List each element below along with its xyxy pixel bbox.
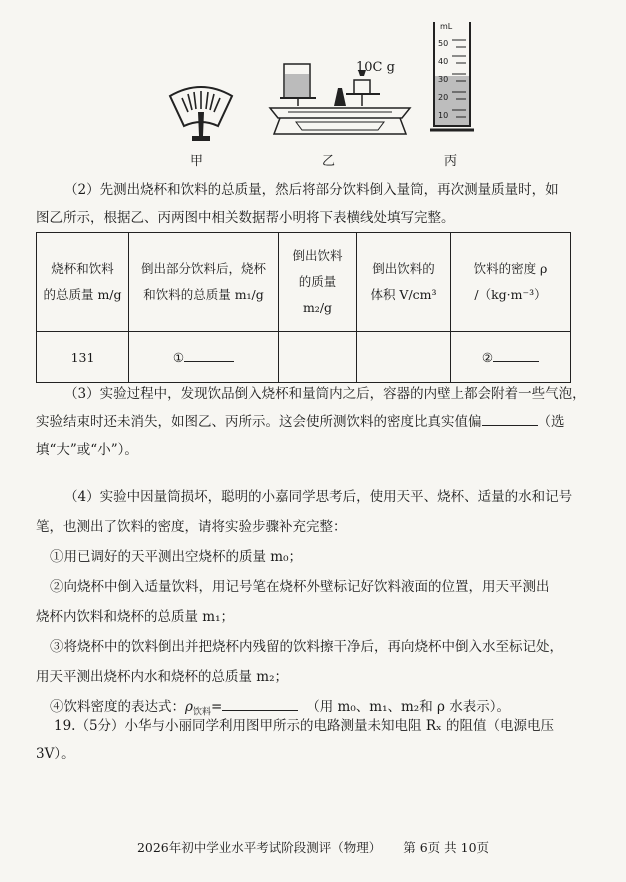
- table-header-cell: [279, 233, 357, 332]
- header-text: /（kg·m⁻³）: [474, 287, 547, 302]
- question-3-line: （3）实验过程中，发现饮品倒入烧杯和量筒内之后，容器的内壁上都会附着一些气泡，: [64, 386, 586, 402]
- step-4-text: （用 m₀、m₁、m₂和 ρ 水表示）。: [306, 699, 510, 715]
- question-3-line: 填“大”或“小”）。: [36, 442, 138, 458]
- table-header-cell: [129, 233, 279, 332]
- question-19-line: 19.（5分）小华与小丽同学利用图甲所示的电路测量未知电阻 Rₓ 的阻值（电源电压: [54, 718, 555, 734]
- question-2-line: （2）先测出烧杯和饮料的总质量，然后将部分饮料倒入量筒，再次测量质量时，如: [64, 182, 559, 198]
- question-3-line: [36, 408, 592, 436]
- step-4-text: ④饮料密度的表达式：: [50, 699, 185, 715]
- cylinder-tick-label: 10: [438, 111, 449, 120]
- cylinder-tick-label: 50: [438, 39, 449, 48]
- cylinder-tick-label: 20: [438, 93, 449, 102]
- question-2-text: [36, 176, 592, 232]
- header-text: 和饮料的总质量 m₁/g: [143, 287, 264, 302]
- measurement-table: [36, 232, 571, 383]
- question-4-line: （4）实验中因量筒损坏，聪明的小嘉同学思考后，使用天平、烧杯、适量的水和记号: [64, 489, 573, 505]
- table-cell-total-mass: [37, 332, 129, 383]
- cylinder-ticks: [438, 35, 454, 125]
- question-4-line: 笔，也测出了饮料的密度，请将实验步骤补充完整：: [36, 519, 347, 535]
- header-text: 倒出部分饮料后，烧杯: [140, 261, 266, 276]
- table-row: [37, 332, 571, 383]
- question-19-line: 3V）。: [36, 746, 75, 762]
- rho-symbol: ρ: [185, 699, 193, 715]
- answer-blank-3[interactable]: [482, 425, 538, 426]
- rho-subscript: 饮料: [192, 707, 211, 718]
- question-2-line: 图乙所示，根据乙、丙两图中相关数据帮小明将下表横线处填写完整。: [36, 210, 455, 226]
- question-3-text-segment: （选: [537, 414, 565, 430]
- step-3-line: ③将烧杯中的饮料倒出并把烧杯内残留的饮料擦干净后，再向烧杯中倒入水至标记处，: [50, 639, 563, 655]
- footer-page-number: 第 6页 共 10页: [403, 840, 490, 855]
- question-19-text: [36, 712, 592, 768]
- figure-yi-label: 乙: [322, 154, 336, 169]
- figure-bing-label: 丙: [444, 154, 458, 169]
- cylinder-tick-label: 40: [438, 57, 449, 66]
- figure-jia-label: 甲: [190, 154, 204, 169]
- answer-blank-4[interactable]: [222, 710, 298, 711]
- table-cell-volume: [357, 332, 451, 383]
- header-text: 体积 V/cm³: [370, 287, 437, 302]
- table-header-row: [37, 233, 571, 332]
- step-1: ①用已调好的天平测出空烧杯的质量 m₀；: [50, 549, 303, 565]
- table-header-cell: [37, 233, 129, 332]
- equals-sign: =: [210, 699, 223, 715]
- answer-marker-1: ①: [172, 349, 185, 365]
- header-text: 倒出饮料: [292, 248, 343, 263]
- question-3-text-segment: 实验结束时还未消失，如图乙、丙所示。这会使所测饮料的密度比真实值偏: [36, 414, 482, 430]
- header-text: 烧杯和饮料: [51, 261, 114, 276]
- weight-label: 10C g: [356, 60, 395, 75]
- header-text: 的质量: [298, 274, 337, 289]
- table-cell-poured-mass: [279, 332, 357, 383]
- footer-title: 2026年初中学业水平考试阶段测评（物理）: [136, 840, 382, 855]
- figure-jia-dial: [168, 82, 234, 142]
- cylinder-unit: mL: [440, 22, 453, 31]
- table-header-cell: [357, 233, 451, 332]
- step-2-line: ②向烧杯中倒入适量饮料，用记号笔在烧杯外壁标记好饮料液面的位置，用天平测出: [50, 579, 550, 595]
- header-text: 倒出饮料的: [372, 261, 435, 276]
- header-text: 的总质量 m/g: [43, 287, 122, 302]
- question-3-text: [36, 380, 592, 464]
- header-text: m₂/g: [302, 300, 333, 315]
- header-text: 饮料的密度 ρ: [473, 261, 548, 276]
- table-header-cell: [451, 233, 571, 332]
- step-3-line: 用天平测出烧杯内水和烧杯的总质量 m₂；: [36, 669, 289, 685]
- table-cell-answer-1[interactable]: [129, 332, 279, 383]
- answer-marker-2: ②: [481, 349, 494, 365]
- table-cell-answer-2[interactable]: [451, 332, 571, 383]
- answer-blank-2[interactable]: [493, 361, 539, 362]
- answer-blank-1[interactable]: [184, 361, 234, 362]
- cylinder-tick-label: 30: [438, 75, 449, 84]
- page-footer: [0, 838, 626, 856]
- question-4-text: [36, 482, 592, 728]
- cell-value: 131: [70, 349, 95, 365]
- step-2-line: 烧杯内饮料和烧杯的总质量 m₁；: [36, 609, 235, 625]
